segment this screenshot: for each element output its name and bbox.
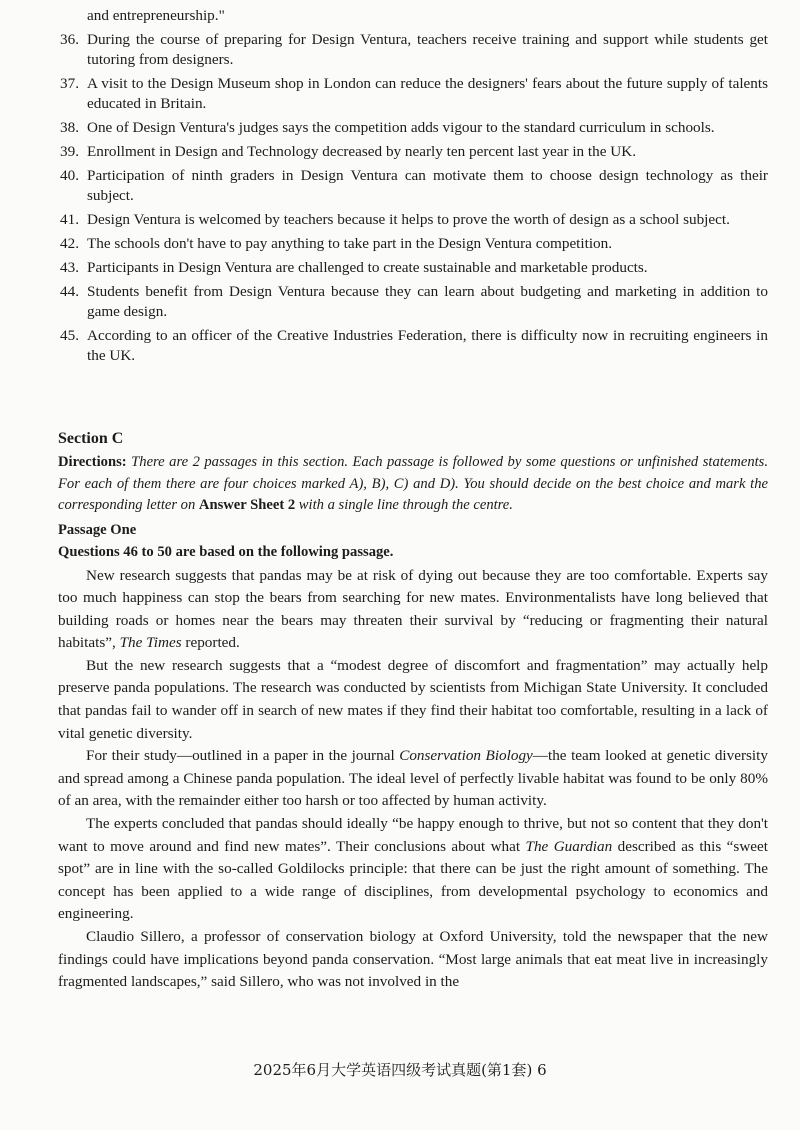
directions-label: Directions: <box>58 454 127 470</box>
statement-42 <box>60 234 768 254</box>
statement-35-tail: and entrepreneurship." <box>87 7 225 24</box>
statement-40 <box>60 166 768 206</box>
statement-38 <box>60 118 768 138</box>
publication-name: The Times <box>119 634 182 652</box>
statement-39 <box>60 142 768 162</box>
answer-sheet-label: Answer Sheet 2 <box>198 497 296 513</box>
statement-text: According to an officer of the Creative Industries Federation, there is difficulty now in recruiting engineers in the UK. <box>87 327 768 364</box>
statement-number: 40. <box>60 167 79 184</box>
publication-name: The Guardian <box>525 837 613 855</box>
passage-label: Passage One <box>58 521 137 538</box>
statement-number: 45. <box>60 327 79 344</box>
statement-number: 36. <box>60 31 79 48</box>
statement-number: 39. <box>60 143 79 160</box>
statement-45 <box>60 326 768 366</box>
passage-paragraph-3 <box>58 745 768 813</box>
statement-number: 44. <box>60 283 79 300</box>
statement-44 <box>60 282 768 322</box>
paragraph-text: The experts concluded that pandas should ideally “be happy enough to thrive, but not so content that they don't want to move around and find new mates”. Their conclusions about what <box>58 815 768 855</box>
statement-text: Enrollment in Design and Technology decreased by nearly ten percent last year in the UK. <box>87 143 637 160</box>
statement-37 <box>60 74 768 114</box>
statement-list <box>60 0 768 370</box>
directions <box>58 452 768 517</box>
paragraph-text: New research suggests that pandas may be at risk of dying out because they are too comfortable. Experts say too much happiness can stop the bears from searching for new mates. Environmentalists have long believed that building roads or homes near the bears may threaten their survival by “reducing or fragmenting their natural habitats”, <box>58 566 768 652</box>
passage-paragraph-5: Claudio Sillero, a professor of conservation biology at Oxford University, told the newspaper that the new findings could have implications beyond panda conservation. “Most large animals that eat meat live in increasingly fragmented landscapes,” said Sillero, who was not involved in the <box>58 928 768 991</box>
statement-text: One of Design Ventura's judges says the competition adds vigour to the standard curriculum in schools. <box>87 119 715 136</box>
statement-43 <box>60 258 768 278</box>
directions-text: There are 2 passages in this section. Each passage is followed by some questions or unfinished statements. For each of them there are four choices marked A), B), C) and D). You should decide on the best choice and mark the corresponding letter on <box>58 454 768 513</box>
statement-41 <box>60 210 768 230</box>
passage-body <box>58 565 768 994</box>
directions-text-end: with a single line through the centre. <box>295 497 513 513</box>
passage-paragraph-1 <box>58 565 768 655</box>
statement-number: 42. <box>60 235 79 252</box>
statement-number: 38. <box>60 119 79 136</box>
statement-text: Participants in Design Ventura are challenged to create sustainable and marketable products. <box>87 259 648 276</box>
statement-number: 37. <box>60 75 79 92</box>
section-c <box>58 428 768 994</box>
page-footer: 2025年6月大学英语四级考试真题(第1套) 6 <box>253 1061 547 1079</box>
passage-paragraph-4 <box>58 813 768 926</box>
statement-text: Design Ventura is welcomed by teachers because it helps to prove the worth of design as a school subject. <box>87 211 730 228</box>
passage-paragraph-2: But the new research suggests that a “modest degree of discomfort and fragmentation” may actually help preserve panda populations. The research was conducted by scientists from Michigan State University. It concluded that pandas fail to wander off in search of new mates if they find their habitat too comfortable, resulting in a lack of vital genetic diversity. <box>58 656 768 742</box>
paragraph-text: described as this “sweet spot” are in line with the so-called Goldilocks principle: that there can be just the right amount of something. The concept has been applied to a wide range of disciplines, from developmental psychology to economics and engineering. <box>58 837 768 923</box>
paragraph-text: —the team looked at genetic diversity and spread among a Chinese panda population. The ideal level of perfectly livable habitat was found to be only 80% of an area, with the remainder either too harsh or too affected by human activity. <box>58 747 768 810</box>
paragraph-text: reported. <box>181 634 240 652</box>
statement-text: Participation of ninth graders in Design Ventura can motivate them to choose design technology as their subject. <box>87 167 768 204</box>
statement-text: A visit to the Design Museum shop in London can reduce the designers' fears about the future supply of talents educated in Britain. <box>87 75 768 112</box>
statement-text: During the course of preparing for Design Ventura, teachers receive training and support while students get tutoring from designers. <box>87 31 768 68</box>
questions-label: Questions 46 to 50 are based on the following passage. <box>58 543 394 560</box>
statement-number: 43. <box>60 259 79 276</box>
statement-number: 41. <box>60 211 79 228</box>
section-title: Section C <box>58 430 124 447</box>
statement-text: The schools don't have to pay anything to take part in the Design Ventura competition. <box>87 235 613 252</box>
statement-text: Students benefit from Design Ventura because they can learn about budgeting and marketing in addition to game design. <box>87 283 768 320</box>
statement-36 <box>60 30 768 70</box>
paragraph-text: For their study—outlined in a paper in the journal <box>86 747 400 765</box>
journal-name: Conservation Biology <box>399 747 533 765</box>
